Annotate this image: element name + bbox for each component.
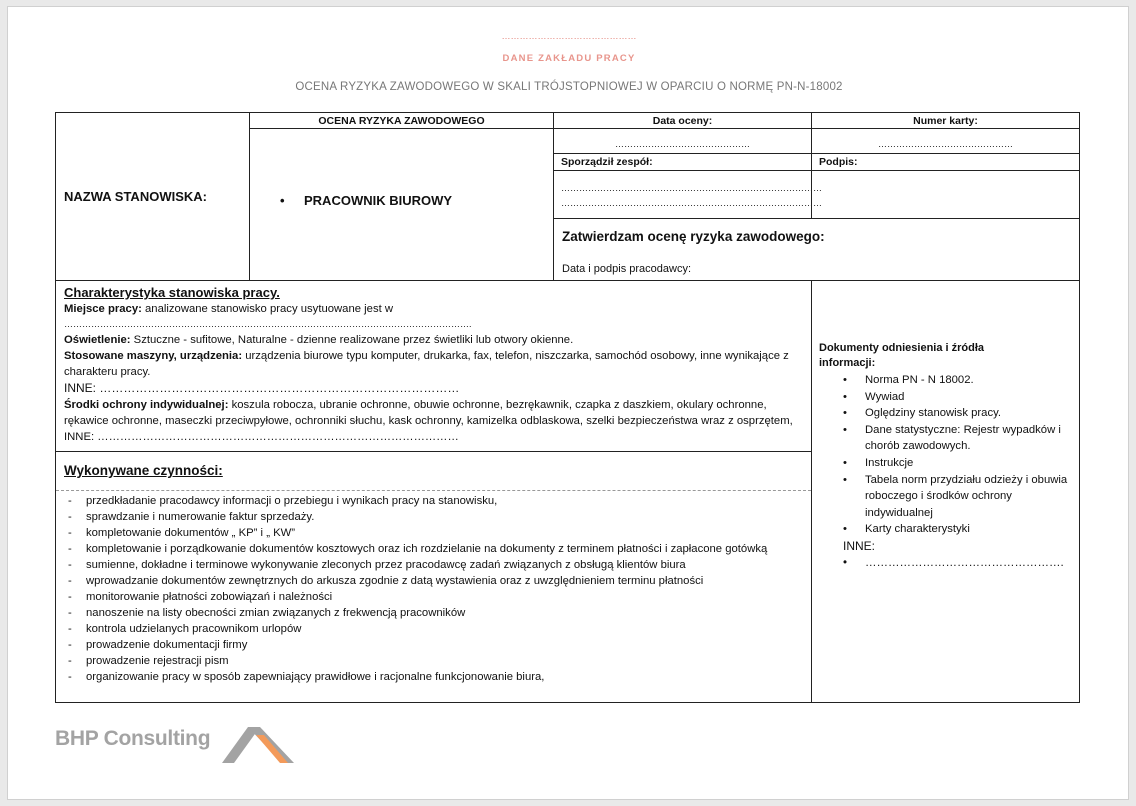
dokumenty-inne-item: • ……………………………………………. xyxy=(819,555,1071,572)
dokument-item: • Oględziny stanowisk pracy. xyxy=(819,405,1071,422)
dokumenty-inne-label: INNE: xyxy=(843,538,876,553)
stanowisko-name: PRACOWNIK BIUROWY xyxy=(304,193,453,208)
dokument-item: • Instrukcje xyxy=(819,455,1071,472)
czynnosc-item: - sprawdzanie i numerowanie faktur sprzedaży. xyxy=(56,509,805,525)
data-podpis-pracodawcy: Data i podpis pracodawcy: xyxy=(562,263,692,275)
data-oceny-value: ……………………………………… xyxy=(615,139,750,149)
miejsce-pracy-label: Miejsce pracy: xyxy=(64,303,142,315)
podpis-cell xyxy=(811,170,1080,219)
charakterystyka-title: Charakterystyka stanowiska pracy. xyxy=(64,285,280,300)
numer-karty-label: Numer karty: xyxy=(913,114,978,127)
zatwierdzam-heading: Zatwierdzam ocenę ryzyka zawodowego: xyxy=(562,229,825,244)
maszyny-label: Stosowane maszyny, urządzenia: xyxy=(64,350,243,362)
dokument-item: • Tabela norm przydziału odzieży i obuwia roboczego i środków ochrony indywidualnej xyxy=(819,472,1071,522)
czynnosc-item: - kompletowanie i porządkowanie dokumentów kosztowych oraz ich rozdzielanie na dokumenty z terminem płatności i zapłacone gotówką xyxy=(56,541,805,557)
dokumenty-list xyxy=(819,371,1071,538)
czynnosc-item: - sumienne, dokładne i terminowe wykonywanie zleconych przez pracodawcę zadań związanych z obsługą klientów biura xyxy=(56,557,805,573)
srodki-ochrony-label: Środki ochrony indywidualnej: xyxy=(64,399,229,411)
bhp-consulting-logo xyxy=(55,719,315,765)
data-oceny-label: Data oceny: xyxy=(652,114,713,127)
data-oceny-header xyxy=(553,112,812,129)
czynnosc-item: - kontrola udzielanych pracownikom urlopów xyxy=(56,621,805,637)
charakterystyka-cell xyxy=(55,280,812,452)
dokumenty-inne-list xyxy=(819,555,1071,572)
czynnosc-item: - prowadzenie dokumentacji firmy xyxy=(56,637,805,653)
czynnosc-item: - prowadzenie rejestracji pism xyxy=(56,653,805,669)
logo-roof-icon xyxy=(218,723,298,763)
czynnosc-item: - przedkładanie pracodawcy informacji o przebiegu i wynikach pracy na stanowisku, xyxy=(56,493,805,509)
dokument-item: • Karty charakterystyki xyxy=(819,521,1071,538)
oswietlenie-label: Oświetlenie: xyxy=(64,334,131,346)
dokumenty-cell xyxy=(811,280,1080,703)
sporzadzil-label: Sporządził zespół: xyxy=(561,156,653,168)
podpis-label: Podpis: xyxy=(819,156,858,168)
miejsce-pracy-dots: ………………………………………………………………………………………………………………………. xyxy=(64,319,472,329)
czynnosci-title: Wykonywane czynności: xyxy=(64,463,223,478)
document-page xyxy=(7,6,1129,800)
ocena-ryzyka-header-text: OCENA RYZYKA ZAWODOWEGO xyxy=(318,114,485,127)
charakterystyka-inne: INNE: ……………………………………………………………………………… xyxy=(64,381,460,395)
numer-karty-value: ……………………………………… xyxy=(878,139,1013,149)
sporzadzil-line-1: …………………………………………………………………………… xyxy=(561,183,822,193)
czynnosc-item: - organizowanie pracy w sposób zapewniający prawidłowe i racjonalne funkcjonowanie biura, xyxy=(56,669,805,685)
czynnosc-item: - nanoszenie na listy obecności zmian związanych z frekwencją pracowników xyxy=(56,605,805,621)
dokument-item: • Dane statystyczne: Rejestr wypadków i chorób zawodowych. xyxy=(819,422,1071,455)
czynnosc-item: - monitorowanie płatności zobowiązań i należności xyxy=(56,589,805,605)
data-oceny-value-cell xyxy=(553,128,812,154)
podpis-header xyxy=(811,153,1080,171)
nazwa-stanowiska-cell xyxy=(55,112,250,281)
zatwierdzam-cell xyxy=(553,218,1080,281)
logo-text: BHP Consulting xyxy=(55,727,211,750)
dokument-item: • Wywiad xyxy=(819,389,1071,406)
nazwa-stanowiska-label: NAZWA STANOWISKA: xyxy=(64,189,207,204)
document-title: OCENA RYZYKA ZAWODOWEGO W SKALI TRÓJSTOPNIOWEJ W OPARCIU O NORMĘ PN-N-18002 xyxy=(295,81,843,93)
ocena-ryzyka-header xyxy=(249,112,554,129)
srodki-ochrony-text: koszula robocza, ubranie ochronne, obuwie ochronne, bezrękawnik, czapka z daszkiem, okulary ochronne, rękawice ochronne, maseczki przeciwpyłowe, ochronniki słuchu, kask ochronny, kamizelka odblaskowa, szelki bezpieczeństwa wraz z osprzętem, INNE: …………………………………………………………………………………… xyxy=(64,399,793,443)
stanowisko-item: • PRACOWNIK BIUROWY xyxy=(280,193,453,208)
sporzadzil-lines-cell xyxy=(553,170,822,219)
miejsce-pracy-text: analizowane stanowisko pracy usytuowane jest w xyxy=(141,303,394,315)
sporzadzil-header xyxy=(553,153,812,171)
czynnosc-item: - wprowadzanie dokumentów zewnętrznych do arkusza zgodnie z datą wystawienia oraz z uwzględnieniem terminu płatności xyxy=(56,573,805,589)
sporzadzil-line-2: …………………………………………………………………………… xyxy=(561,198,822,208)
czynnosci-cell xyxy=(55,451,812,703)
maszyny-text: urządzenia biurowe typu komputer, drukarka, fax, telefon, niszczarka, samochód osobowy, inne wynikające z charakteru pracy. xyxy=(64,350,789,378)
numer-karty-value-cell xyxy=(811,128,1080,154)
czynnosc-item: - kompletowanie dokumentów „ KP” i „ KW” xyxy=(56,525,805,541)
dokumenty-title: Dokumenty odniesienia i źródła informacji: xyxy=(819,342,985,369)
company-data-heading: DANE ZAKŁADU PRACY xyxy=(502,53,636,64)
risk-assessment-table xyxy=(55,112,1080,703)
dokument-item: • Norma PN - N 18002. xyxy=(819,372,1071,389)
numer-karty-header xyxy=(811,112,1080,129)
oswietlenie-text: Sztuczne - sufitowe, Naturalne - dzienne realizowane przez świetliki lub otwory okienne. xyxy=(130,334,574,346)
czynnosci-list xyxy=(56,491,811,685)
stanowisko-cell xyxy=(249,128,554,281)
header-dots: ……………………………………… xyxy=(501,31,637,41)
